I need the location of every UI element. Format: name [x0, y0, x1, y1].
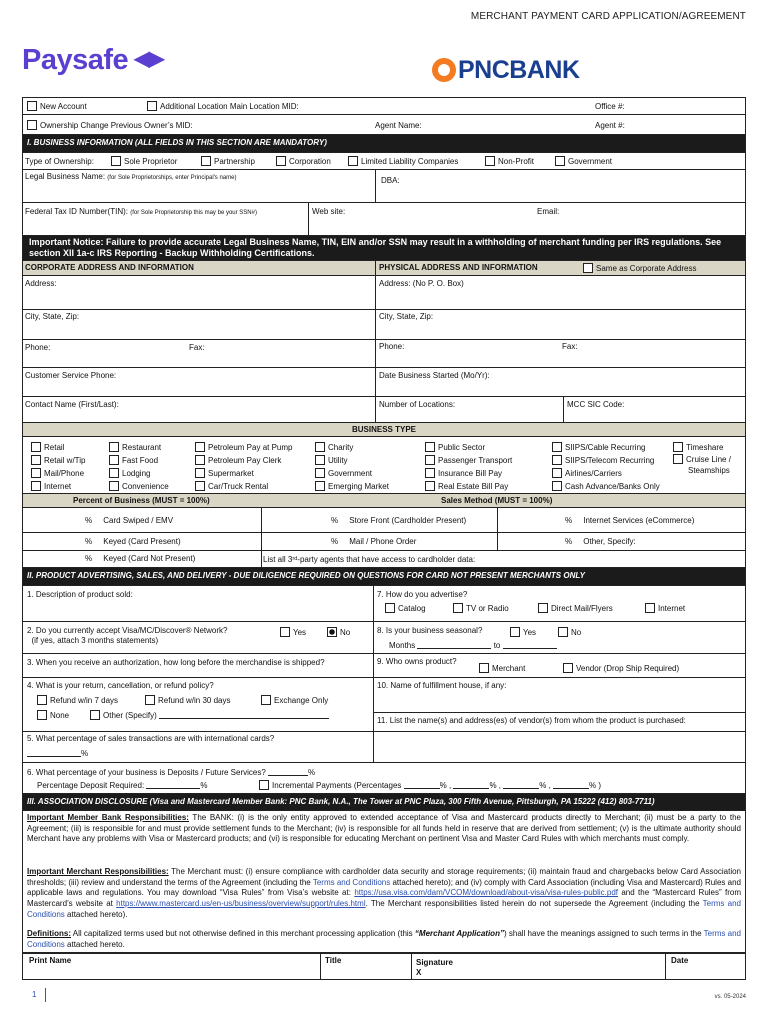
business-type-emerging-market[interactable]: Emerging Market [315, 480, 389, 493]
ownership-corporation[interactable]: Corporation [276, 156, 331, 166]
corporate-city-field[interactable]: City, State, Zip: [25, 312, 80, 321]
physical-address-header: PHYSICAL ADDRESS AND INFORMATION [379, 263, 538, 272]
business-type-pay-at-pump[interactable]: Petroleum Pay at Pump [195, 441, 292, 454]
business-type-header: BUSINESS TYPE [23, 423, 745, 437]
advertise-direct-mail[interactable]: Direct Mail/Flyers [538, 603, 613, 613]
agent-name-label: Agent Name: [375, 121, 422, 130]
date-label[interactable]: Date [671, 956, 689, 965]
tin-row [23, 203, 745, 236]
checkbox[interactable] [31, 468, 41, 478]
q2-accept-cards: 2. Do you currently accept Visa/MC/Discover® Network? (if yes, attach 3 months statements) [27, 626, 228, 645]
business-type-insurance-bill-pay[interactable]: Insurance Bill Pay [425, 467, 512, 480]
checkbox[interactable] [538, 603, 548, 613]
business-type-car-rental[interactable]: Car/Truck Rental [195, 480, 292, 493]
pct-internet[interactable]: % Internet Services (eCommerce) [565, 516, 695, 525]
checkbox[interactable] [90, 710, 100, 720]
q8-seasonal: 8. Is your business seasonal? [377, 626, 483, 635]
physical-phone-field[interactable]: Phone: [379, 342, 405, 351]
pnc-mark-icon [432, 58, 456, 82]
checkbox[interactable] [276, 156, 286, 166]
business-type-cable-recurring[interactable]: SIIPS/Cable Recurring [552, 441, 660, 454]
signature-row [23, 952, 745, 979]
paysafe-arrows-icon: ◀▶ [134, 48, 164, 70]
sales-method-header: Sales Method (MUST = 100%) [441, 496, 553, 505]
business-type-col-5 [425, 441, 512, 493]
business-type-lodging[interactable]: Lodging [109, 467, 169, 480]
pct-keyed-not-present[interactable]: % Keyed (Card Not Present) [85, 554, 196, 563]
ownership-type-row [23, 153, 745, 170]
number-of-locations-field[interactable]: Number of Locations: [379, 400, 456, 409]
exchange-only[interactable]: Exchange Only [261, 695, 328, 705]
checkbox[interactable] [425, 481, 435, 491]
checkbox[interactable] [563, 663, 573, 673]
mastercard-rules-link[interactable]: https://www.mastercard.us/en-us/business/overview/support/rules.html [116, 899, 366, 909]
ownership-llc[interactable]: Limited Liability Companies [348, 156, 458, 166]
business-type-col-3 [195, 441, 292, 493]
business-type-airlines[interactable]: Airlines/Carriers [552, 467, 660, 480]
business-type-col-6 [552, 441, 660, 493]
page-number-box [22, 988, 46, 1002]
checkbox[interactable] [259, 780, 269, 790]
contact-row [23, 397, 745, 423]
percent-headers [23, 494, 745, 508]
business-type-charity[interactable]: Charity [315, 441, 389, 454]
checkbox[interactable] [201, 156, 211, 166]
application-form [22, 97, 746, 980]
refund-other[interactable]: Other (Specify) [90, 710, 329, 720]
q11-vendors[interactable]: 11. List the name(s) and address(es) of vendor(s) from whom the product is purchased: [377, 716, 686, 725]
checkbox[interactable] [37, 710, 47, 720]
checkbox[interactable] [315, 455, 325, 465]
business-type-convenience[interactable]: Convenience [109, 480, 169, 493]
checkbox[interactable] [109, 442, 119, 452]
checkbox[interactable] [558, 627, 568, 637]
q2-q8-row [23, 622, 745, 654]
page-number: 1 [32, 990, 37, 999]
owns-vendor[interactable]: Vendor (Drop Ship Required) [563, 663, 679, 673]
business-type-telecom-recurring[interactable]: SIIPS/Telecom Recurring [552, 454, 660, 467]
percent-row-2 [23, 533, 745, 551]
checkbox[interactable] [111, 156, 121, 166]
third-party-agents-field[interactable]: List all 3ʳᵈ-party agents that have access to cardholder data: [263, 555, 476, 564]
physical-city-field[interactable]: City, State, Zip: [379, 312, 434, 321]
checkbox[interactable] [385, 603, 395, 613]
corporate-phone-field[interactable]: Phone: [25, 343, 51, 352]
customer-service-phone-field[interactable]: Customer Service Phone: [25, 371, 117, 380]
incremental-payments[interactable]: Incremental Payments (Percentages % , % , % , % ) [259, 780, 601, 790]
merchant-responsibilities: Important Merchant Responsibilities: The Merchant must: (i) ensure compliance with cardholder data security and storage requirements; (ii) maintain fraud and chargebacks below Card Association thresholds; (iii) review and understand the terms of the Agreement (including the Terms and Conditions attached hereto); and (iv) comply with Card Association (including Visa and Mastercard) Rules and applicable laws and regulations. You may download “Visa Rules” from Visa’s website at: https://usa.visa.com/dam/VCOM/download/about-visa/visa-rules-public.pdf and the “Mastercard Rules” from Mastercard’s website at https://www.mastercard.us/en-us/business/overview/support/rules.html. The Merchant responsibilities listed herein do not supersede the Agreement (including the Terms and Conditions attached hereto). [27, 867, 742, 919]
percent-row-1 [23, 508, 745, 533]
ownership-change-option[interactable]: Ownership Change Previous Owner’s MID: [27, 120, 193, 130]
association-disclosure [23, 811, 745, 952]
checkbox[interactable] [453, 603, 463, 613]
physical-address-field[interactable]: Address: (No P. O. Box) [379, 279, 464, 288]
checkbox[interactable] [315, 468, 325, 478]
checkbox[interactable] [479, 663, 489, 673]
irs-notice: Important Notice: Failure to provide accurate Legal Business Name, TIN, EIN and/or SSN may result in a withholding of merchant funding per IRS regulations. See section XII 1a-c IRS Reporting - Backup Withholding Certifications. [23, 236, 745, 261]
title-label[interactable]: Title [325, 956, 342, 965]
q1-description[interactable]: 1. Description of product sold: [27, 590, 133, 599]
advertise-tv-radio[interactable]: TV or Radio [453, 603, 509, 613]
business-type-pay-clerk[interactable]: Petroleum Pay Clerk [195, 454, 292, 467]
business-type-cruise-line[interactable]: Cruise Line / [673, 454, 731, 465]
address-row [23, 276, 745, 310]
business-type-retail-tip[interactable]: Retail w/Tip [31, 454, 86, 467]
bank-responsibilities: Important Member Bank Responsibilities: The BANK: (i) is the only entity approved to extended acceptance of Visa and Mastercard products directly to Merchant; (ii) must be a party to the Agreement; (iii) is responsible for and must provide settlement funds to the Merchant; (iv) is responsible for all funds held in reserve that are derived from settlement; (v) is the ultimate authority should Merchant have any problems with Visa or Mastercard products; and (vi) is responsible for educating Merchant on pertinent Visa and Master Card Rules with which merchants must comply. [27, 813, 741, 844]
checkbox[interactable] [510, 627, 520, 637]
business-type-timeshare[interactable]: Timeshare [673, 441, 731, 454]
advertise-catalog[interactable]: Catalog [385, 603, 426, 613]
checkbox[interactable] [552, 468, 562, 478]
business-type-col-7 [673, 441, 731, 476]
deposit-required[interactable]: Percentage Deposit Required: % [37, 781, 208, 790]
q3-q9-row [23, 654, 745, 678]
q5-international: 5. What percentage of sales transactions are with international cards? [27, 734, 275, 743]
checkbox[interactable] [195, 455, 205, 465]
city-row [23, 310, 745, 340]
checkbox[interactable] [147, 101, 157, 111]
address-headers [23, 261, 745, 276]
dba-label[interactable]: DBA: [381, 176, 400, 185]
checkbox[interactable] [109, 468, 119, 478]
q3-shipping-time[interactable]: 3. When you receive an authorization, how long before the merchandise is shipped? [27, 658, 325, 667]
ownership-change-row [23, 115, 745, 135]
q4-refund-policy: 4. What is your return, cancellation, or refund policy? [27, 681, 214, 690]
corporate-fax-field[interactable]: Fax: [189, 343, 205, 352]
signature-field[interactable]: Signature X [416, 958, 453, 977]
percent-of-business-header: Percent of Business (MUST = 100%) [73, 496, 210, 505]
pnc-bank-logo: PNCBANK [432, 54, 580, 85]
terms-link[interactable]: Terms and Conditions [27, 929, 741, 949]
pct-mail-phone[interactable]: % Mail / Phone Order [331, 537, 417, 546]
checkbox[interactable] [425, 468, 435, 478]
pct-swiped[interactable]: % Card Swiped / EMV [85, 516, 174, 525]
checkbox[interactable] [37, 695, 47, 705]
checkbox[interactable] [673, 454, 683, 464]
checkbox[interactable] [195, 468, 205, 478]
business-type-restaurant[interactable]: Restaurant [109, 441, 169, 454]
checkbox[interactable] [261, 695, 271, 705]
q10-fulfillment-house[interactable]: 10. Name of fulfillment house, if any: [377, 681, 507, 690]
section-3-header: III. ASSOCIATION DISCLOSURE (Visa and Mastercard Member Bank: PNC Bank, N.A., The Tower at PNC Plaza, 300 Fifth Avenue, Pittsburgh, PA 15222 (412) 803-7711) [23, 794, 745, 811]
business-type-col-1 [31, 441, 86, 493]
business-type-grid [23, 437, 745, 494]
business-type-passenger-transport[interactable]: Passenger Transport [425, 454, 512, 467]
checkbox[interactable] [673, 442, 683, 452]
q7-advertise: 7. How do you advertise? [377, 590, 468, 599]
business-type-internet[interactable]: Internet [31, 480, 86, 493]
ownership-partnership[interactable]: Partnership [201, 156, 255, 166]
refund-30-days[interactable]: Refund w/in 30 days [145, 695, 231, 705]
checkbox[interactable] [109, 455, 119, 465]
checkbox[interactable] [27, 101, 37, 111]
business-type-steamships: Steamships [688, 466, 730, 475]
q6-deposits[interactable]: 6. What percentage of your business is Deposits / Future Services? % [27, 768, 316, 777]
q2-yes[interactable]: Yes [280, 627, 306, 637]
business-type-government[interactable]: Government [315, 467, 389, 480]
owns-merchant[interactable]: Merchant [479, 663, 525, 673]
phone-row [23, 340, 745, 368]
email-label[interactable]: Email: [537, 207, 560, 216]
checkbox[interactable] [109, 481, 119, 491]
new-account-option[interactable]: New Account [27, 101, 87, 111]
checkbox[interactable] [485, 156, 495, 166]
visa-rules-link[interactable]: https://usa.visa.com/dam/VCOM/download/about-visa/visa-rules-public.pdf [354, 888, 618, 898]
checkbox[interactable] [195, 442, 205, 452]
checkbox[interactable] [552, 455, 562, 465]
ownership-type-label: Type of Ownership: [25, 157, 94, 166]
q8-no[interactable]: No [558, 627, 581, 637]
legal-name-row [23, 170, 745, 203]
business-type-col-2 [109, 441, 169, 493]
checkbox[interactable] [31, 481, 41, 491]
business-type-public-sector[interactable]: Public Sector [425, 441, 512, 454]
pct-keyed-present[interactable]: % Keyed (Card Present) [85, 537, 181, 546]
business-type-retail[interactable]: Retail [31, 441, 86, 454]
checkbox[interactable] [195, 481, 205, 491]
tin-label[interactable]: Federal Tax ID Number(TIN): (for Sole Proprietorship this may be your SSN#) [25, 207, 257, 216]
checkbox[interactable] [280, 627, 290, 637]
business-type-mail-phone[interactable]: Mail/Phone [31, 467, 86, 480]
agent-number-label: Agent #: [595, 121, 625, 130]
date-started-field[interactable]: Date Business Started (Mo/Yr): [379, 371, 490, 380]
checkbox[interactable] [27, 120, 37, 130]
checkbox[interactable] [31, 455, 41, 465]
business-type-col-4 [315, 441, 389, 493]
document-title: MERCHANT PAYMENT CARD APPLICATION/AGREEMENT [470, 11, 746, 22]
checkbox[interactable] [315, 481, 325, 491]
advertise-internet[interactable]: Internet [645, 603, 685, 613]
definitions: Definitions: All capitalized terms used but not otherwise defined in this merchant processing application (this “Merchant Application”) shall have the meanings assigned to such terms in the Terms and Conditions attached hereto. [27, 929, 741, 949]
season-months[interactable]: Months to [389, 641, 557, 650]
mcc-sic-code-field[interactable]: MCC SIC Code: [567, 400, 625, 409]
q5-row [23, 732, 745, 763]
checkbox[interactable] [315, 442, 325, 452]
section-2-header: II. PRODUCT ADVERTISING, SALES, AND DELIVERY - DUE DILIGENCE REQUIRED ON QUESTIONS FOR CARD NOT PRESENT MERCHANTS ONLY [23, 568, 745, 586]
checkbox[interactable] [327, 627, 337, 637]
contact-name-field[interactable]: Contact Name (First/Last): [25, 400, 119, 409]
checkbox[interactable] [425, 455, 435, 465]
business-type-cash-advance[interactable]: Cash Advance/Banks Only [552, 480, 660, 493]
refund-7-days[interactable]: Refund w/in 7 days [37, 695, 118, 705]
customer-service-row [23, 368, 745, 397]
business-type-real-estate-bill-pay[interactable]: Real Estate Bill Pay [425, 480, 512, 493]
print-name-label[interactable]: Print Name [29, 956, 72, 965]
version-label: vs. 05-2024 [714, 994, 746, 1000]
ownership-government[interactable]: Government [555, 156, 612, 166]
physical-fax-field[interactable]: Fax: [562, 342, 578, 351]
terms-link[interactable]: Terms and Conditions [27, 899, 741, 919]
pct-other[interactable]: % Other, Specify: [565, 537, 636, 546]
corporate-address-header: CORPORATE ADDRESS AND INFORMATION [25, 263, 194, 272]
checkbox[interactable] [552, 442, 562, 452]
account-type-row [23, 98, 745, 115]
corporate-address-field[interactable]: Address: [25, 279, 57, 288]
checkbox[interactable] [555, 156, 565, 166]
refund-none[interactable]: None [37, 710, 69, 720]
legal-name-label[interactable]: Legal Business Name: (for Sole Proprietorships, enter Principal's name) [25, 172, 237, 181]
business-type-utility[interactable]: Utility [315, 454, 389, 467]
checkbox[interactable] [348, 156, 358, 166]
pct-store-front[interactable]: % Store Front (Cardholder Present) [331, 516, 467, 525]
q6-row [23, 763, 745, 794]
business-type-supermarket[interactable]: Supermarket [195, 467, 292, 480]
terms-link[interactable]: Terms and Conditions [312, 877, 391, 887]
same-as-corporate-option[interactable]: Same as Corporate Address [583, 263, 697, 273]
checkbox[interactable] [145, 695, 155, 705]
q1-q7-row [23, 586, 745, 622]
q2-no[interactable]: No [327, 627, 350, 637]
q4-row [23, 678, 745, 732]
percent-row-3 [23, 551, 745, 568]
additional-location-option[interactable]: Additional Location Main Location MID: [147, 101, 299, 111]
ownership-non-profit[interactable]: Non-Profit [485, 156, 534, 166]
q8-yes[interactable]: Yes [510, 627, 536, 637]
business-type-fast-food[interactable]: Fast Food [109, 454, 169, 467]
q5-percentage-field[interactable]: % [27, 749, 88, 758]
ownership-sole-proprietor[interactable]: Sole Proprietor [111, 156, 177, 166]
checkbox[interactable] [583, 263, 593, 273]
checkbox[interactable] [425, 442, 435, 452]
paysafe-logo: Paysafe ◀▶ [22, 44, 164, 76]
q9-owns-product: 9. Who owns product? [377, 657, 457, 666]
office-number-label: Office #: [595, 102, 625, 111]
checkbox[interactable] [552, 481, 562, 491]
section-1-header: I. BUSINESS INFORMATION (ALL FIELDS IN THIS SECTION ARE MANDATORY) [23, 135, 745, 153]
checkbox[interactable] [645, 603, 655, 613]
checkbox[interactable] [31, 442, 41, 452]
website-label[interactable]: Web site: [312, 207, 346, 216]
